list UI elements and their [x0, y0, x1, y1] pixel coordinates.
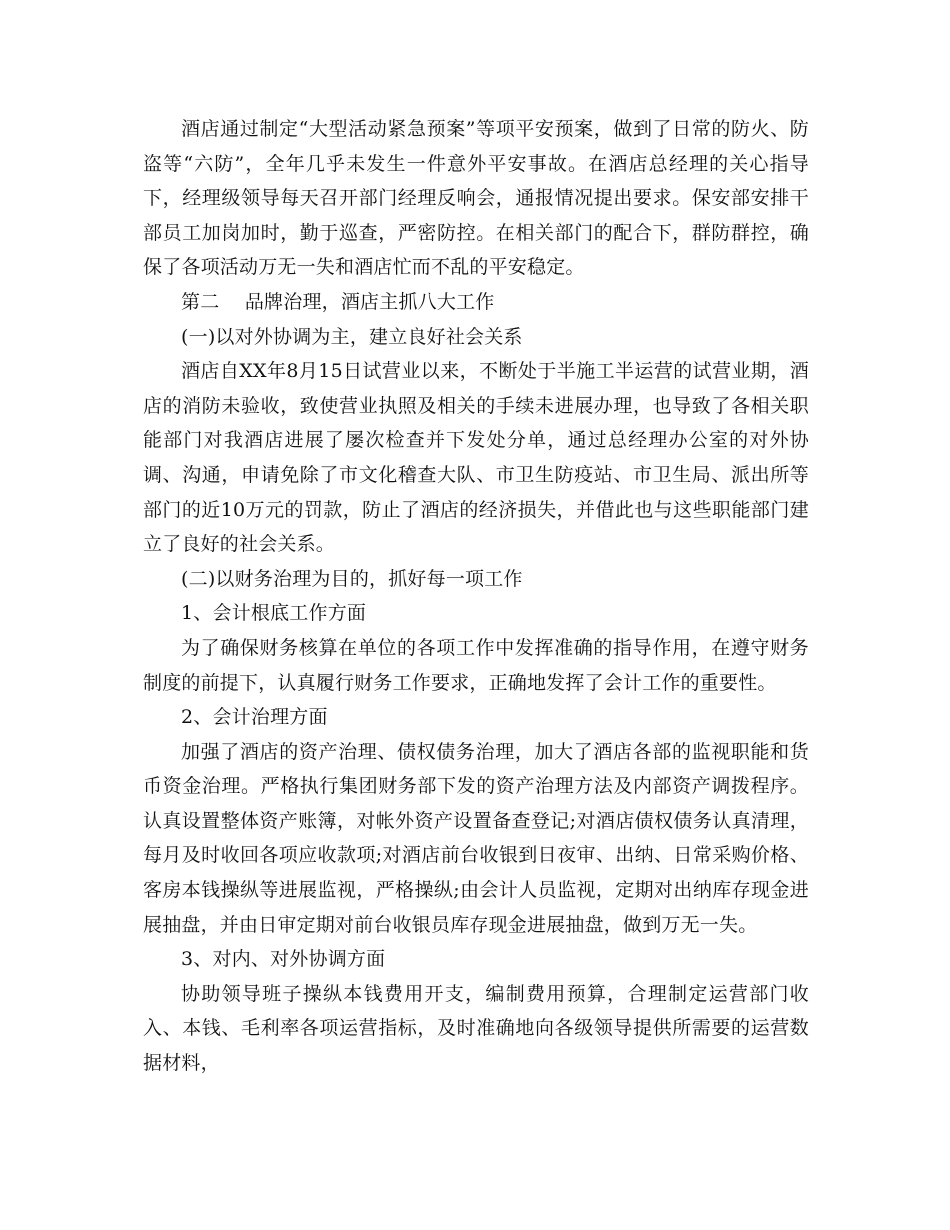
subheading-financial-management: (二)以财务治理为目的，抓好每一项工作	[181, 567, 523, 590]
subheading-external-coordination: (一)以对外协调为主，建立良好社会关系	[181, 325, 523, 348]
paragraph-accounting-management: 加强了酒店的资产治理、债权债务治理，加大了酒店各部的监视职能和货币资金治理。严格执行集团财务部下发的资产治理方法及内部资产调拨程序。认真设置整体资产账簿，对帐外资产设置备查登记;对酒店债权债务认真清理，每月及时收回各项应收款项;对酒店前台收银到日夜审、出纳、日常采购价格、客房本钱操纵等进展监视，严格操纵;由会计人员监视，定期对出纳库存现金进展抽盘，并由日审定期对前台收银员库存现金进展抽盘，做到万无一失。	[143, 740, 809, 936]
paragraph-accounting-basics: 为了确保财务核算在单位的各项工作中发挥准确的指导作用，在遵守财务制度的前提下，认真履行财务工作要求，正确地发挥了会计工作的重要性。	[143, 636, 809, 694]
document-body	[143, 112, 809, 1081]
item-heading-accounting-basics: 1、会计根底工作方面	[181, 602, 367, 625]
paragraph-coordination: 协助领导班子操纵本钱费用开支，编制费用预算，合理制定运营部门收入、本钱、毛利率各项运营指标，及时准确地向各级领导提供所需要的运营数据材料，	[143, 982, 809, 1075]
item-heading-coordination: 3、对内、对外协调方面	[181, 948, 386, 971]
item-heading-accounting-management: 2、会计治理方面	[181, 706, 328, 729]
paragraph-security-plan: 酒店通过制定“大型活动紧急预案”等项平安预案，做到了日常的防火、防盗等“六防”，全年几乎未发生一件意外平安事故。在酒店总经理的关心指导下，经理级领导每天召开部门经理反响会，通报情况提出要求。保安部安排干部员工加岗加时，勤于巡查，严密防控。在相关部门的配合下，群防群控，确保了各项活动万无一失和酒店忙而不乱的平安稳定。	[143, 118, 809, 279]
section-heading-brand-management: 第二 品牌治理，酒店主抓八大工作	[181, 290, 495, 313]
paragraph-trial-operation: 酒店自XX年8月15日试营业以来，不断处于半施工半运营的试营业期，酒店的消防未验收，致使营业执照及相关的手续未进展办理，也导致了各相关职能部门对我酒店进展了屡次检查并下发处分单，通过总经理办公室的对外协调、沟通，申请免除了市文化稽查大队、市卫生防疫站、市卫生局、派出所等部门的近10万元的罚款，防止了酒店的经济损失，并借此也与这些职能部门建立了良好的社会关系。	[143, 360, 809, 556]
